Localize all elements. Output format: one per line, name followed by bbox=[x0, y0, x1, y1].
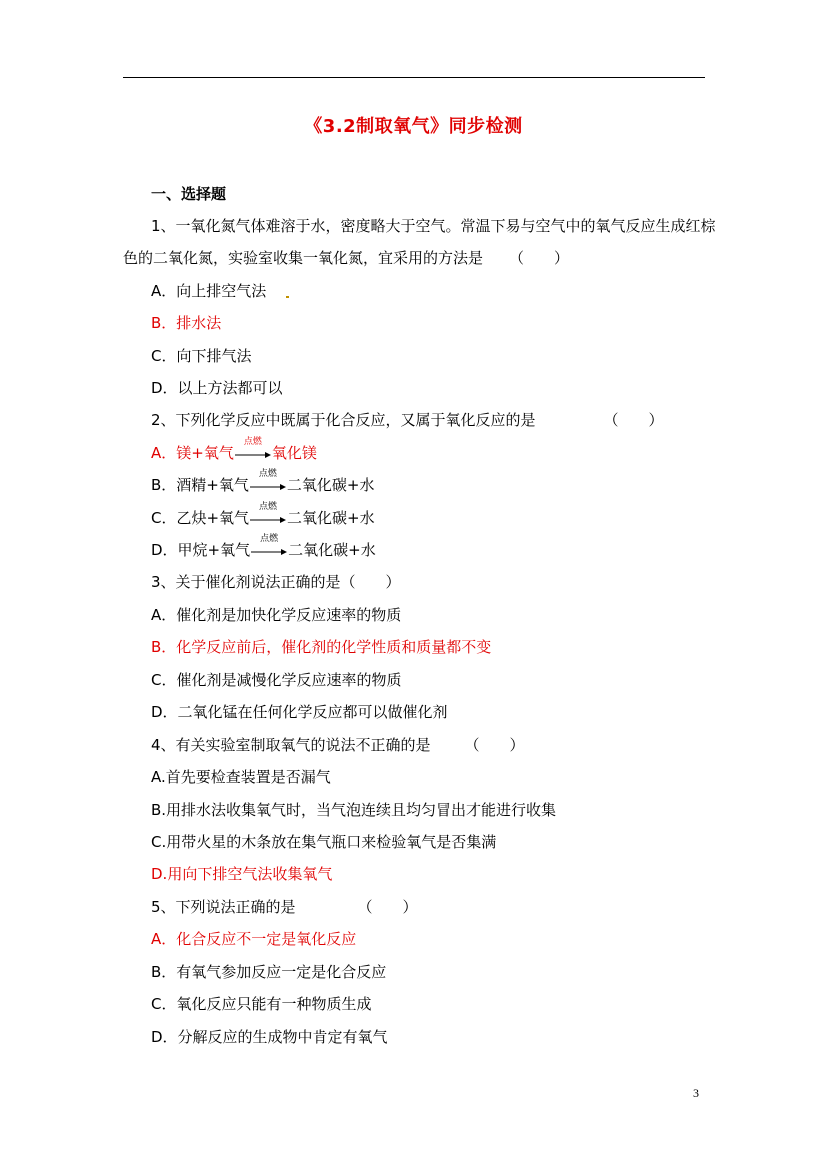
q1-stem-line1: 1、一氧化氮气体难溶于水，密度略大于空气。常温下易与空气中的氧气反应生成红棕 bbox=[151, 217, 716, 235]
document-title: 《3.2制取氧气》同步检测 bbox=[304, 116, 523, 137]
condition-label: 点燃 bbox=[258, 468, 277, 479]
q1-option-c: C．向下排气法 bbox=[151, 347, 252, 365]
q3-stem: 3、关于催化剂说法正确的是（ ） bbox=[151, 573, 401, 591]
q2-c-product: 二氧化碳+水 bbox=[287, 509, 375, 527]
q2-c-reactants: C．乙炔+氧气 bbox=[151, 509, 250, 527]
q2-stem-text: 2、下列化学反应中既属于化合反应，又属于氧化反应的是 bbox=[151, 411, 536, 429]
q3-option-d: D．二氧化锰在任何化学反应都可以做催化剂 bbox=[151, 703, 448, 721]
q5-option-c: C．氧化反应只能有一种物质生成 bbox=[151, 995, 372, 1013]
q2-a-reactants: A．镁+氧气 bbox=[151, 444, 234, 462]
q1-answer-paren: （ ） bbox=[509, 249, 570, 267]
q2-answer-paren: （ ） bbox=[603, 411, 664, 429]
q5-answer-paren: （ ） bbox=[357, 898, 418, 916]
q4-stem bbox=[151, 735, 525, 755]
q4-stem-text: 4、有关实验室制取氧气的说法不正确的是 bbox=[151, 736, 431, 754]
q5-stem bbox=[151, 897, 418, 917]
q5-option-d: D．分解反应的生成物中肯定有氧气 bbox=[151, 1028, 388, 1046]
q3-option-a: A．催化剂是加快化学反应速率的物质 bbox=[151, 606, 402, 624]
q1-option-d: D．以上方法都可以 bbox=[151, 379, 283, 397]
condition-label: 点燃 bbox=[243, 436, 262, 447]
q2-d-product: 二氧化碳+水 bbox=[288, 541, 376, 559]
q2-a-product: 氧化镁 bbox=[271, 444, 317, 462]
q2-b-reactants: B．酒精+氧气 bbox=[151, 476, 249, 494]
q2-option-d bbox=[151, 533, 376, 560]
q1-option-a: A．向上排空气法 bbox=[151, 282, 267, 300]
q2-option-a bbox=[151, 436, 317, 463]
arrow-icon bbox=[250, 483, 286, 491]
q5-stem-text: 5、下列说法正确的是 bbox=[151, 898, 296, 916]
q3-option-c: C．催化剂是减慢化学反应速率的物质 bbox=[151, 671, 402, 689]
q5-option-b: B．有氧气参加反应一定是化合反应 bbox=[151, 963, 387, 981]
q1-option-b: B．排水法 bbox=[151, 314, 222, 332]
q2-stem bbox=[151, 410, 664, 430]
q4-option-d: D.用向下排空气法收集氧气 bbox=[151, 865, 333, 883]
section-heading: 一、选择题 bbox=[151, 185, 227, 203]
reaction-arrow bbox=[235, 436, 271, 461]
reaction-arrow bbox=[250, 468, 286, 493]
q2-option-b bbox=[151, 468, 375, 495]
condition-label: 点燃 bbox=[259, 501, 278, 512]
header-rule bbox=[123, 77, 705, 78]
q1-stem-line2 bbox=[123, 248, 569, 268]
condition-label: 点燃 bbox=[260, 533, 279, 544]
q4-option-a: A.首先要检查装置是否漏气 bbox=[151, 768, 331, 786]
q3-option-b: B．化学反应前后，催化剂的化学性质和质量都不变 bbox=[151, 638, 492, 656]
q5-option-a: A．化合反应不一定是氧化反应 bbox=[151, 930, 357, 948]
reaction-arrow bbox=[251, 533, 287, 558]
q4-option-b: B.用排水法收集氧气时，当气泡连续且均匀冒出才能进行收集 bbox=[151, 801, 557, 819]
q1-stem-text: 色的二氧化氮，实验室收集一氧化氮，宜采用的方法是 bbox=[123, 249, 484, 267]
page-number: 3 bbox=[693, 1086, 699, 1100]
q2-option-c bbox=[151, 501, 375, 528]
q4-option-c: C.用带火星的木条放在集气瓶口来检验氧气是否集满 bbox=[151, 833, 497, 851]
arrow-icon bbox=[251, 548, 287, 556]
arrow-icon bbox=[235, 451, 271, 459]
q2-d-reactants: D．甲烷+氧气 bbox=[151, 541, 251, 559]
reaction-arrow bbox=[250, 501, 286, 526]
arrow-icon bbox=[250, 516, 286, 524]
stray-mark bbox=[286, 296, 289, 298]
q4-answer-paren: （ ） bbox=[464, 736, 525, 754]
q2-b-product: 二氧化碳+水 bbox=[286, 476, 375, 494]
